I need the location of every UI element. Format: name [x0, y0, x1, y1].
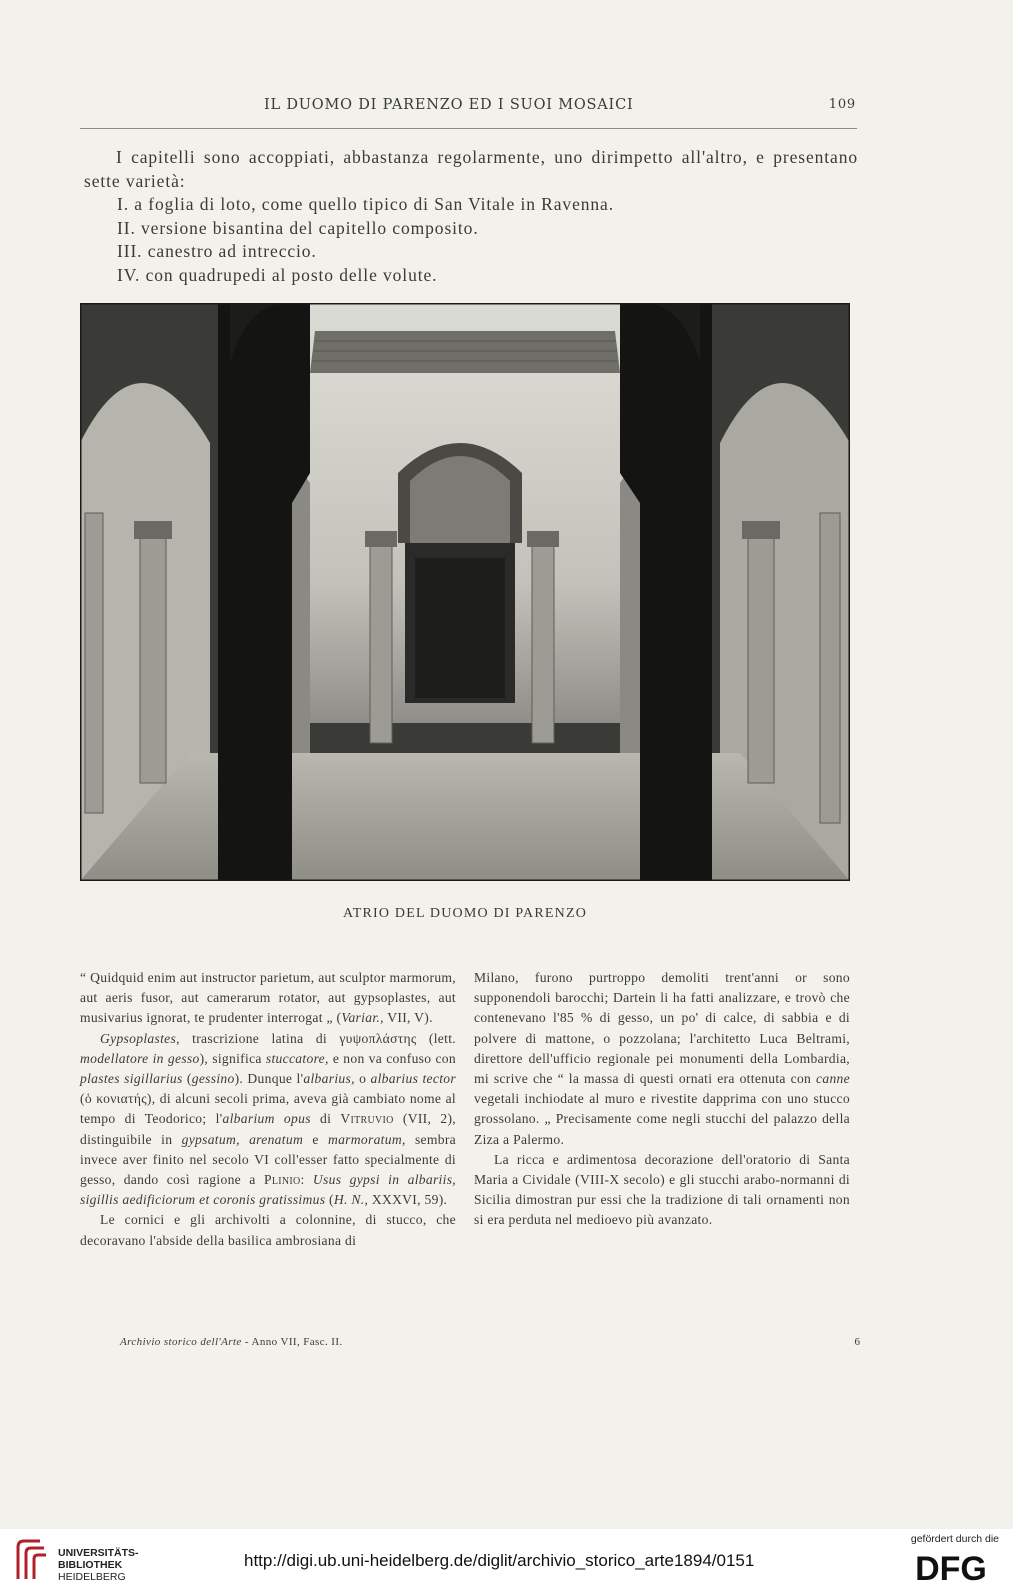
- list-item: II. versione bisantina del capitello composito.: [117, 217, 479, 238]
- permalink-url[interactable]: http://digi.ub.uni-heidelberg.de/diglit/archivio_storico_arte1894/0151: [244, 1551, 755, 1570]
- intro-paragraph: I capitelli sono accoppiati, abbastanza regolarmente, uno dirimpetto all'altro, e presentano sette varietà:: [84, 147, 858, 191]
- list-item: I. a foglia di loto, come quello tipico di San Vitale in Ravenna.: [117, 194, 614, 215]
- journal-name: Archivio storico dell'Arte: [120, 1336, 242, 1348]
- funding-caption: gefördert durch die: [910, 1533, 999, 1545]
- signature-mark: 6: [854, 1336, 860, 1348]
- page-number: 109: [828, 97, 856, 112]
- figure-caption: ATRIO DEL DUOMO DI PARENZO: [342, 906, 588, 921]
- intro-text: [84, 146, 858, 288]
- milano-paragraph: Milano, furono purtroppo demoliti trent'anni or sono supponendoli barocchi; Dartein li ha fatti analizzare, e trovò che contenevano l'85 % di gesso, un po' di calce, di sabbia e di polvere di mattone, o pozzolana; l'architetto Luca Beltrami, direttore dell'ufficio regionale pei monumenti della Lombardia, mi scrive che “ la massa di questi ornati era ottenuta con canne vegetali inchiodate al muro e rivestite dapprima con uno stucco grossolano. „ Precisamente come negli stucchi del palazzo della Ziza a Palermo.: [474, 970, 850, 1147]
- right-column: [474, 968, 850, 1231]
- left-column: [80, 968, 456, 1251]
- library-name: UNIVERSITÄTS- BIBLIOTHEK HEIDELBERG: [58, 1547, 139, 1583]
- gypsoplastes-paragraph: Gypsoplastes, trascrizione latina di γυψοπλάστης (lett. modellatore in gesso), significa stuccatore, e non va confuso con plastes sigillarius (gessino). Dunque l'albarius, o albarius tector (ὁ κονιατής), di alcuni secoli prima, aveva già cambiato nome al tempo di Teodorico; l'albarium opus di Vitruvio (VII, 2), distinguibile in gypsatum, arenatum e marmoratum, sembra invece aver finito nel secolo VI coll'esser fatto specialmente di gesso, dando così ragione a Plinio: Usus gypsi in albariis, sigillis aedificiorum et coronis gratissimus (H. N., XXXVI, 59).: [80, 1030, 456, 1208]
- list-item: IV. con quadrupedi al posto delle volute.: [117, 264, 438, 285]
- quote-paragraph: “ Quidquid enim aut instructor parietum, aut sculptor marmorum, aut aeris fusor, aut camerarum rotator, aut gypsoplastes, aut musivarius ignorat, te prudenter interrogat „ (Variar., VII, V).: [80, 970, 456, 1026]
- university-library-logo-icon[interactable]: [10, 1537, 50, 1583]
- journal-issue: - Anno VII, Fasc. II.: [241, 1336, 343, 1348]
- page-footer: [80, 1336, 860, 1354]
- header-rule: [80, 128, 857, 129]
- atrium-photograph: [80, 303, 850, 881]
- viewer-footer-bar: [0, 1529, 1013, 1591]
- cividale-paragraph: La ricca e ardimentosa decorazione dell'oratorio di Santa Maria a Cividale (VIII-X secolo) e gli stucchi arabo-normanni di Sicilia dimostran pur essi che la tradizione di tali ornamenti non si era perduta nel medioevo più avanzato.: [474, 1151, 850, 1228]
- cornici-paragraph: Le cornici e gli archivolti a colonnine, di stucco, che decoravano l'abside della basilica ambrosiana di: [80, 1212, 456, 1248]
- running-title: IL DUOMO DI PARENZO ED I SUOI MOSAICI: [264, 97, 634, 113]
- dfg-logo-icon[interactable]: [903, 1549, 999, 1585]
- list-item: III. canestro ad intreccio.: [117, 241, 317, 262]
- running-head: [84, 97, 856, 121]
- svg-text:DFG: DFG: [915, 1550, 987, 1585]
